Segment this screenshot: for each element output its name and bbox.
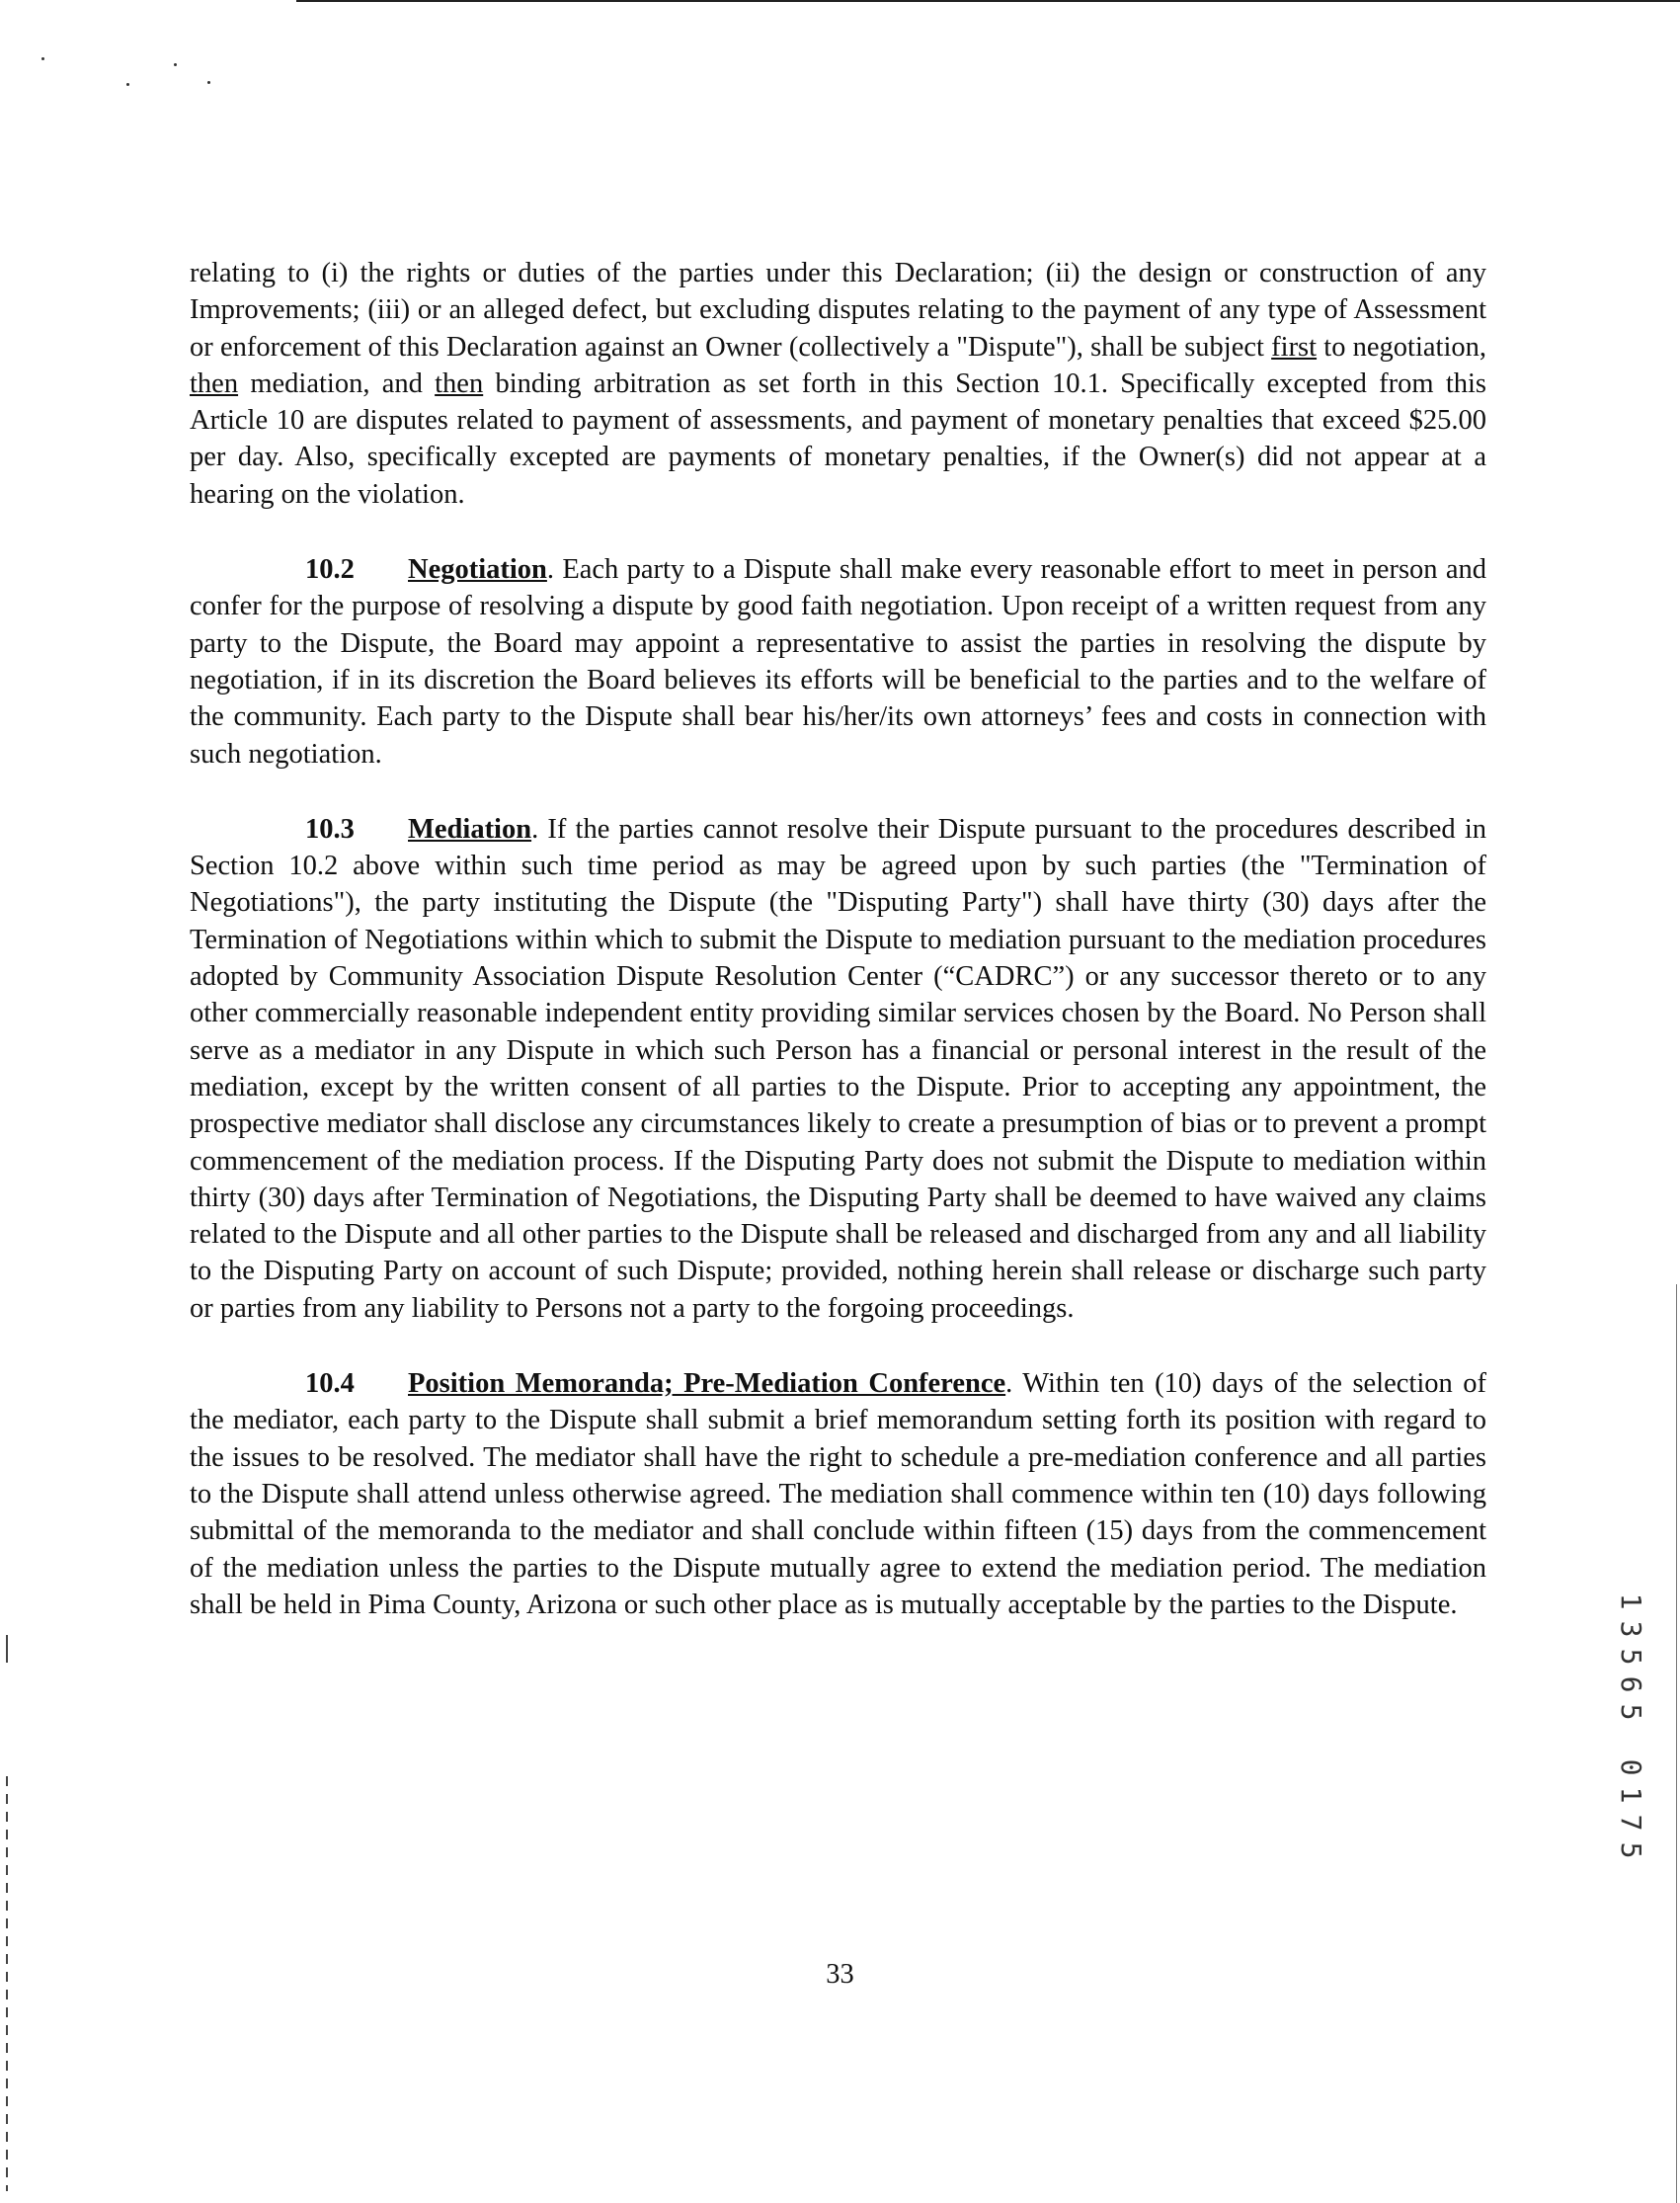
scan-speck bbox=[174, 63, 177, 66]
section-number: 10.4 bbox=[305, 1368, 355, 1400]
section-10-2 bbox=[190, 551, 1486, 773]
section-10-4 bbox=[190, 1365, 1486, 1623]
underlined-word: then bbox=[435, 367, 484, 399]
stamp-character: 7 bbox=[1615, 1814, 1647, 1832]
intro-paragraph bbox=[190, 255, 1486, 513]
intro-text: binding arbitration as set forth in this Section 10.1. Specifically excepted from this Article 10 are disputes related to payment of assessments, and payment of monetary penalties that exceed $25.00 per day. Also, specifically excepted are payments of monetary penalties, if the Owner(s) did not appear at a hearing on the violation. bbox=[190, 367, 1486, 510]
stamp-character: 0 bbox=[1615, 1758, 1647, 1776]
stamp-character: 1 bbox=[1615, 1786, 1647, 1804]
top-scan-rule bbox=[296, 0, 1680, 2]
section-number: 10.3 bbox=[305, 813, 355, 845]
intro-text: mediation, and bbox=[238, 367, 436, 399]
section-number: 10.2 bbox=[305, 554, 355, 586]
scan-speck bbox=[126, 83, 129, 86]
page-number: 33 bbox=[826, 1959, 854, 1990]
document-body bbox=[190, 255, 1486, 1623]
stamp-character: 5 bbox=[1615, 1703, 1647, 1721]
scan-edge-mark bbox=[6, 1635, 8, 1663]
section-10-3 bbox=[190, 811, 1486, 1327]
stamp-character: 5 bbox=[1615, 1648, 1647, 1666]
section-heading: Position Memoranda; Pre-Mediation Conference bbox=[408, 1368, 1006, 1400]
intro-text: relating to (i) the rights or duties of the parties under this Declaration; (ii) the design or construction of any Improvements; (iii) or an alleged defect, but excluding disputes relating to the payment of any type of Assessment or enforcement of this Declaration against an Owner (collectively a "Dispute"), shall be subject bbox=[190, 258, 1486, 363]
section-body: . Each party to a Dispute shall make every reasonable effort to meet in person and confer for the purpose of resolving a dispute by good faith negotiation. Upon receipt of a written request from any party to the Dispute, the Board may appoint a representative to assist the parties in resolving the dispute by negotiation, if in its discretion the Board believes its efforts will be beneficial to the parties and to the welfare of the community. Each party to the Dispute shall bear his/her/its own attorneys’ fees and costs in connection with such negotiation. bbox=[190, 554, 1486, 770]
stamp-character bbox=[1617, 1725, 1644, 1754]
stamp-character: 5 bbox=[1615, 1841, 1647, 1859]
stamp-character: 3 bbox=[1615, 1620, 1647, 1638]
stamp-character: 1 bbox=[1615, 1592, 1647, 1610]
section-body: . If the parties cannot resolve their Dispute pursuant to the procedures described in Section 10.2 above within such time period as may be agreed upon by such parties (the "Termination of Negotiations"), the party instituting the Dispute (the "Disputing Party") shall have thirty (30) days after the Termination of Negotiations within which to submit the Dispute to mediation pursuant to the mediation procedures adopted by Community Association Dispute Resolution Center (“CADRC”) or any successor thereto or to any other commercially reasonable independent entity providing similar services chosen by the Board. No Person shall serve as a mediator in any Dispute in which such Person has a financial or personal interest in the result of the mediation, except by the written consent of all parties to the Dispute. Prior to accepting any appointment, the prospective mediator shall disclose any circumstances likely to create a presumption of bias or to prevent a prompt commencement of the mediation process. If the Disputing Party does not submit the Dispute to mediation within thirty (30) days after Termination of Negotiations, the Disputing Party shall be deemed to have waived any claims related to the Dispute and all other parties to the Dispute shall be released and discharged from any and all liability to the Disputing Party on account of such Dispute; provided, nothing herein shall release or discharge such party or parties from any liability to Persons not a party to the forgoing proceedings. bbox=[190, 813, 1486, 1324]
scan-speck bbox=[41, 57, 44, 60]
underlined-word: then bbox=[190, 367, 239, 399]
section-heading: Negotiation bbox=[408, 554, 547, 586]
scan-edge-mark bbox=[1676, 1284, 1677, 2203]
stamp-character: 6 bbox=[1615, 1675, 1647, 1693]
section-heading: Mediation bbox=[408, 813, 532, 845]
intro-text: to negotiation, bbox=[1317, 331, 1487, 363]
recording-stamp bbox=[1616, 1588, 1645, 1864]
scan-speck bbox=[207, 81, 210, 84]
underlined-word: first bbox=[1271, 331, 1318, 363]
section-body: . Within ten (10) days of the selection of the mediator, each party to the Dispute shall submit a brief memorandum setting forth its position with regard to the issues to be resolved. The mediator shall have the right to schedule a pre-mediation conference and all parties to the Dispute shall attend unless otherwise agreed. The mediation shall commence within ten (10) days following submittal of the memoranda to the mediator and shall conclude within fifteen (15) days from the commencement of the mediation unless the parties to the Dispute mutually agree to extend the mediation period. The mediation shall be held in Pima County, Arizona or such other place as is mutually acceptable by the parties to the Dispute. bbox=[190, 1368, 1486, 1620]
